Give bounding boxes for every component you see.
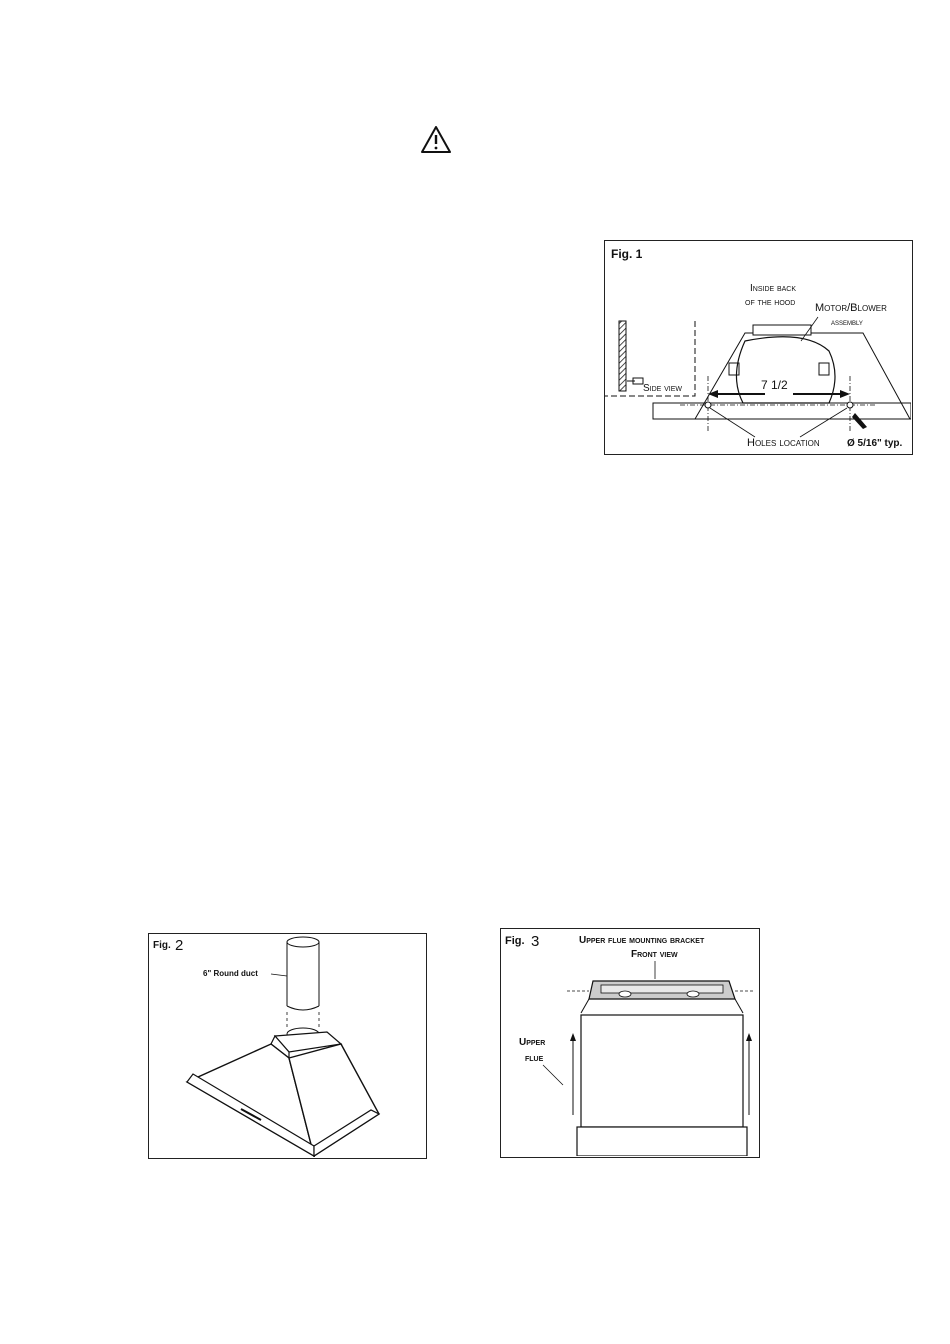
- bracket-label-2: Front view: [631, 949, 678, 960]
- figure-2: [148, 933, 427, 1159]
- hole-right: [847, 402, 853, 408]
- fig3-caption-prefix: Fig.: [505, 935, 525, 947]
- duct-label: 6" Round duct: [203, 969, 258, 978]
- fig2-caption-prefix: Fig.: [153, 940, 171, 951]
- inside-back-label-1: Inside back: [750, 283, 797, 294]
- bracket-label-1: Upper flue mounting bracket: [579, 935, 705, 946]
- motor-label-1: Motor/Blower: [815, 302, 887, 314]
- fig2-caption-number: 2: [175, 937, 184, 954]
- hole-left: [705, 402, 711, 408]
- dimension-label: 7 1/2: [761, 378, 788, 392]
- upper-flue: [570, 1015, 752, 1156]
- flue-label-1: Upper: [519, 1037, 546, 1048]
- hood-drawing: [187, 1028, 379, 1156]
- fig3-caption-number: 3: [531, 933, 540, 950]
- round-duct: [287, 937, 319, 1030]
- mounting-bracket: [567, 981, 753, 1013]
- diameter-label: Ø 5/16" typ.: [847, 438, 903, 449]
- motor-label-2: assembly: [831, 317, 863, 327]
- holes-location-label: Holes location: [747, 437, 820, 449]
- flue-label-2: flue: [525, 1053, 544, 1064]
- side-view-label: Side view: [643, 383, 683, 394]
- inside-back-label-2: of the hood: [745, 297, 796, 308]
- warning-triangle-icon: [420, 125, 452, 155]
- figure-1: [604, 240, 913, 455]
- figure-3: [500, 928, 760, 1158]
- side-view-wall: [619, 321, 626, 391]
- fig1-caption: Fig. 1: [611, 247, 643, 261]
